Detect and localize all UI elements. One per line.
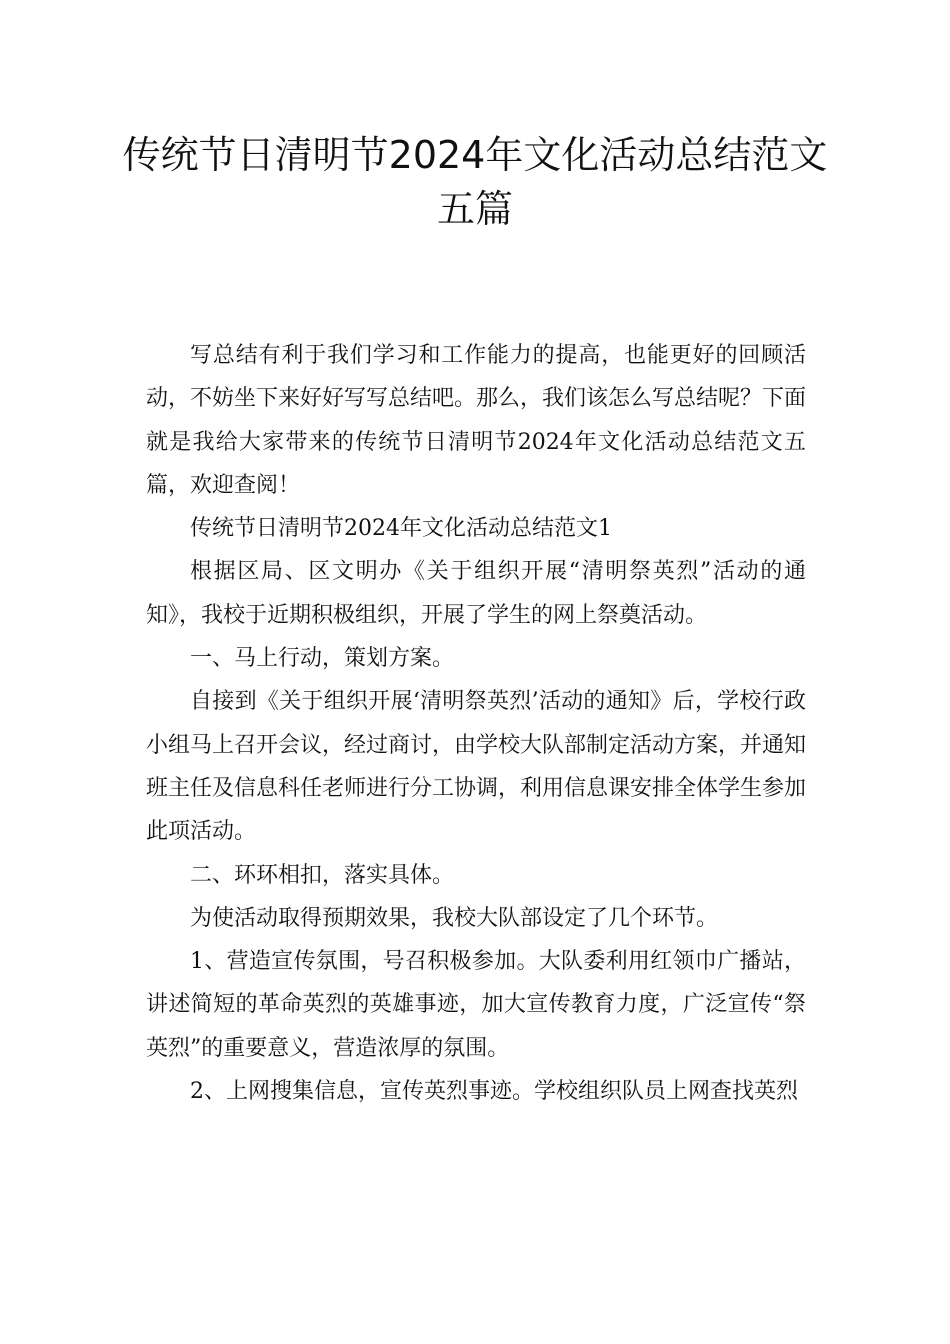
paragraph-heading-2: 二、环环相扣，落实具体。 bbox=[190, 862, 455, 888]
paragraph-context: 根据区局、区文明办《关于组织开展“清明祭英烈”活动的通知》，我校于近期积极组织，开展了学生的网上祭奠活动。 bbox=[146, 559, 806, 628]
paragraph-step-1: 1、营造宣传氛围，号召积极参加。大队委利用红领巾广播站，讲述简短的革命英烈的英雄事迹，加大宣传教育力度，广泛宣传“祭英烈”的重要意义，营造浓厚的氛围。 bbox=[146, 949, 806, 1061]
paragraph-step-2: 2、上网搜集信息，宣传英烈事迹。学校组织队员上网查找英烈 bbox=[190, 1079, 798, 1105]
document-body bbox=[146, 334, 806, 1113]
paragraph-intro: 写总结有利于我们学习和工作能力的提高，也能更好的回顾活动，不妨坐下来好好写写总结吧。那么，我们该怎么写总结呢？下面就是我给大家带来的传统节日清明节2024年文化活动总结范文五篇，欢迎查阅！ bbox=[146, 343, 807, 498]
paragraph-planning: 自接到《关于组织开展‘清明祭英烈’活动的通知》后，学校行政小组马上召开会议，经过商讨，由学校大队部制定活动方案，并通知班主任及信息科任老师进行分工协调，利用信息课安排全体学生参加此项活动。 bbox=[146, 689, 807, 845]
paragraph-section-heading: 传统节日清明节2024年文化活动总结范文1 bbox=[190, 516, 612, 542]
paragraph-heading-1: 一、马上行动，策划方案。 bbox=[190, 646, 455, 672]
document-title: 传统节日清明节2024年文化活动总结范文五篇 bbox=[122, 133, 828, 231]
paragraph-steps-intro: 为使活动取得预期效果，我校大队部设定了几个环节。 bbox=[190, 905, 719, 931]
